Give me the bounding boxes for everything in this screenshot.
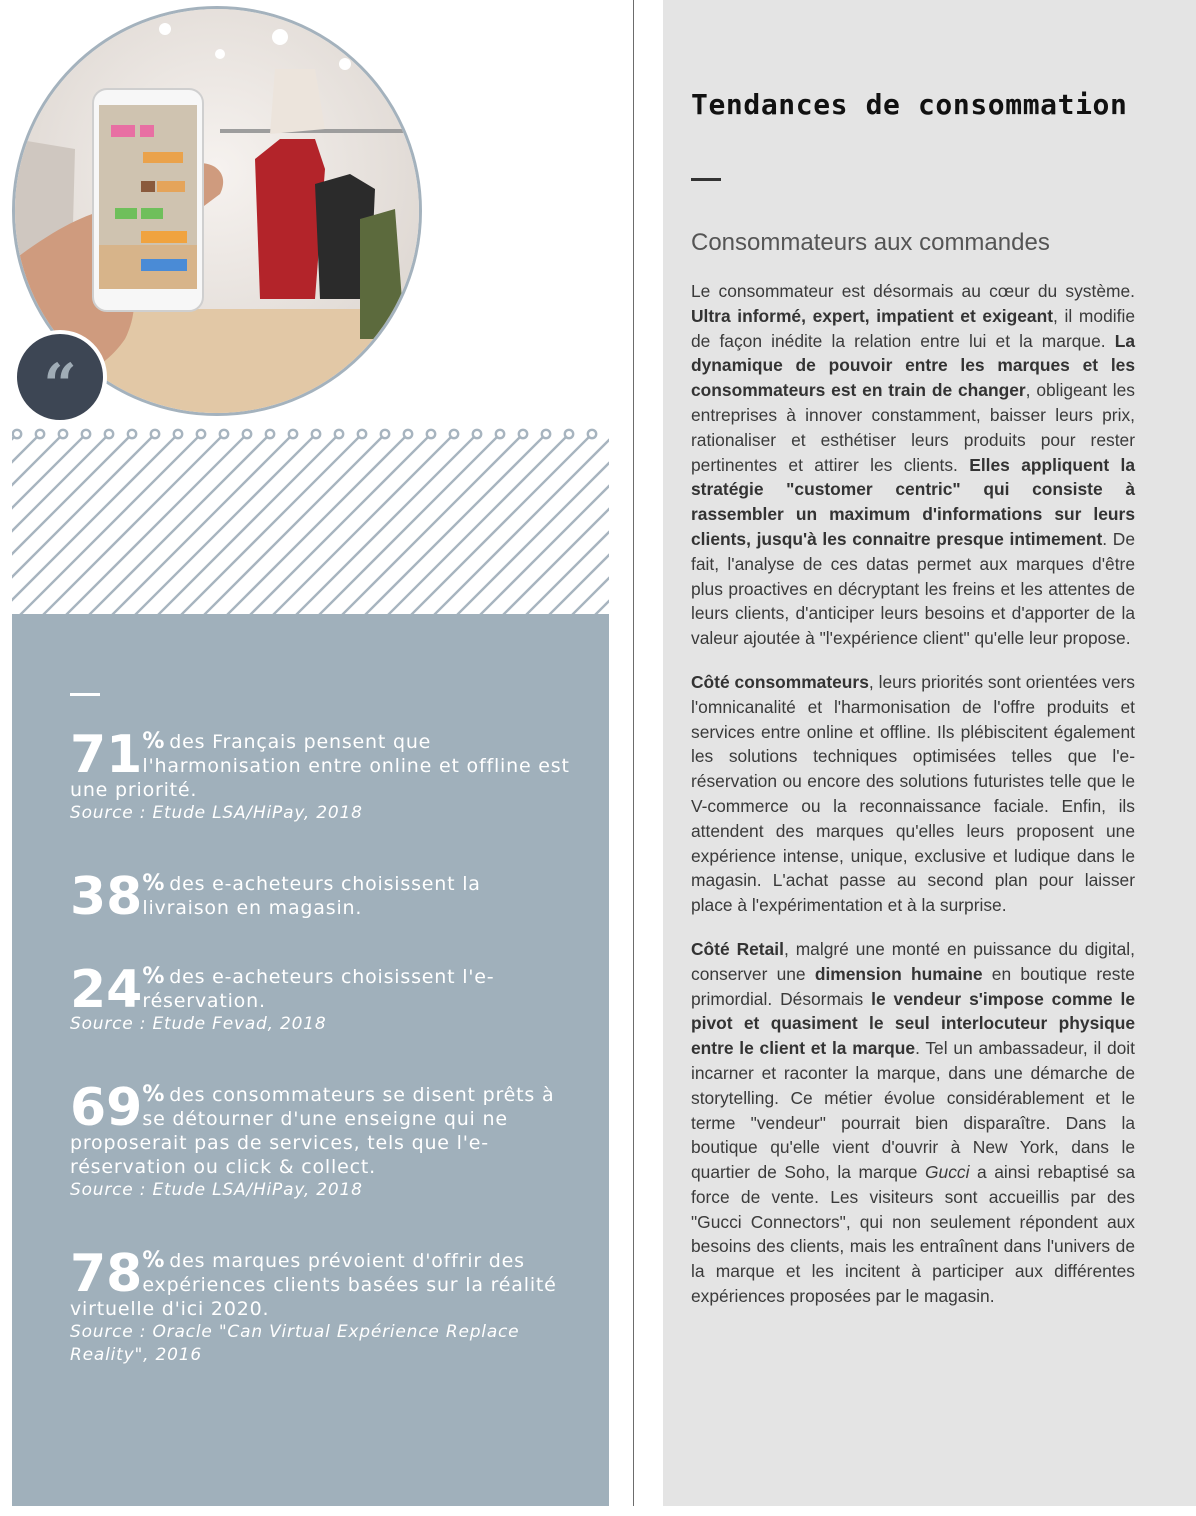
pin-head bbox=[565, 430, 573, 438]
article-body bbox=[691, 279, 1135, 1328]
ceiling-light bbox=[272, 29, 288, 45]
stat-number: 78 bbox=[70, 1244, 143, 1304]
pin-head bbox=[59, 430, 67, 438]
title-divider bbox=[691, 178, 721, 181]
stat-item bbox=[70, 725, 570, 825]
pin-head bbox=[151, 430, 159, 438]
quote-icon: “ bbox=[13, 330, 107, 424]
article-panel bbox=[663, 0, 1196, 1506]
stat-source: Source : Etude Fevad, 2018 bbox=[70, 1014, 327, 1034]
pin-head bbox=[473, 430, 481, 438]
stat-number: 24 bbox=[70, 960, 143, 1020]
paragraph: Côté Retail, malgré une monté en puissance du digital, conserver une dimension humaine en boutique reste primordial. Désormais le vendeur s'impose comme le pivot et quasiment le seul interlocuteur physique entre le client et la marque. Tel un ambassadeur, il doit incarner et raconter la marque, dans une démarche de storytelling. Ce métier évolue considérablement et le terme "vendeur" pourrait bien disparaître. Dans la boutique qu'elle vient d'ouvrir à New York, dans le quartier de Soho, la marque Gucci a ainsi rebaptisé sa force de vente. Les visiteurs sont accueillis par des "Gucci Connectors", qui non seulement répondent aux besoins des clients, mais les entraînent dans l'univers de la marque et les incitent à participer aux différentes expériences proposées par le magasin. bbox=[691, 938, 1135, 1307]
stat-text: des e-acheteurs choisissent la livraison en magasin. bbox=[142, 873, 481, 919]
stat-text: des consommateurs se disent prêts à se détourner d'une enseigne qui ne proposerait pas de services, tels que l'e-réservation ou click & collect. bbox=[70, 1084, 555, 1178]
clothing-rack bbox=[220, 129, 419, 133]
stat-percent: % bbox=[142, 729, 166, 754]
stat-text: des e-acheteurs choisissent l'e-réservation. bbox=[142, 966, 495, 1012]
pin-head bbox=[312, 430, 320, 438]
stat-item bbox=[70, 1244, 570, 1367]
pin-head bbox=[82, 430, 90, 438]
pin-head bbox=[105, 430, 113, 438]
paragraph: Le consommateur est désormais au cœur du système. Ultra informé, expert, impatient et exigeant, il modifie de façon inédite la relation entre lui et la marque. La dynamique de pouvoir entre les marques et les consommateurs est en train de changer, obligeant les entreprises à innover constamment, baisser leurs prix, rationaliser et esthétiser leurs produits pour rester pertinentes et attirer les clients. Elles appliquent la stratégie "customer centric" qui consiste à rassembler un maximum d'informations sur leurs clients, jusqu'à les connaitre presque intimement. De fait, l'analyse de ces datas permet aux marques d'être plus proactives en décryptant les freins et les attentes de leurs clients, d'anticiper leurs besoins et d'apporter de la valeur ajoutée à "l'expérience client" qu'elle leur propose. bbox=[691, 281, 1136, 649]
pin-head bbox=[289, 430, 297, 438]
ceiling-light bbox=[215, 49, 225, 59]
stat-number: 71 bbox=[70, 725, 143, 785]
stat-percent: % bbox=[142, 964, 166, 989]
stats-panel bbox=[12, 614, 609, 1506]
stat-text: des marques prévoient d'offrir des expériences clients basées sur la réalité virtuelle d'ici 2020. bbox=[70, 1250, 557, 1320]
red-garment bbox=[255, 139, 325, 299]
ceiling-light bbox=[339, 58, 351, 70]
pin-head bbox=[220, 430, 228, 438]
pin-head bbox=[197, 430, 205, 438]
stat-percent: % bbox=[142, 1082, 166, 1107]
stat-source: Source : Etude LSA/HiPay, 2018 bbox=[70, 1180, 363, 1200]
pin-head bbox=[427, 430, 435, 438]
ar-tag bbox=[140, 125, 154, 137]
pin-head bbox=[450, 430, 458, 438]
pin-head bbox=[174, 430, 182, 438]
pin-head bbox=[266, 430, 274, 438]
ar-tag bbox=[143, 152, 183, 163]
article-title: Tendances de consommation bbox=[691, 88, 1128, 121]
pin-head bbox=[358, 430, 366, 438]
ar-tag bbox=[141, 208, 163, 219]
stat-item bbox=[70, 1078, 570, 1202]
stats-divider bbox=[70, 693, 100, 696]
stat-number: 38 bbox=[70, 867, 143, 927]
paragraph: Côté consommateurs, leurs priorités sont orientées vers l'omnicanalité et l'harmonisation de l'offre produits et services entre online et offline. Ils plébiscitent également les solutions techniques optimisées telles que l'e-réservation ou encore des solutions futuristes telle que le V-commerce ou la reconnaissance faciale. Enfin, ils attendent des marques qu'elles leurs proposent une expérience intense, unique, exclusive et ludique dans le magasin. L'achat passe au second plan pour laisser place à l'expérimentation et à la surprise. bbox=[691, 671, 1135, 916]
ar-tag bbox=[141, 181, 155, 192]
pin-head bbox=[404, 430, 412, 438]
stat-source: Source : Etude LSA/HiPay, 2018 bbox=[70, 803, 363, 823]
ceiling-light bbox=[159, 23, 171, 35]
pin-head bbox=[128, 430, 136, 438]
stat-percent: % bbox=[142, 1248, 166, 1273]
stat-percent: % bbox=[142, 871, 166, 896]
article-subtitle: Consommateurs aux commandes bbox=[691, 229, 1050, 256]
pin-head bbox=[519, 430, 527, 438]
column-divider bbox=[633, 0, 634, 1506]
diagonal-hatch-decoration bbox=[12, 426, 609, 614]
pin-head bbox=[381, 430, 389, 438]
stat-item bbox=[70, 867, 570, 927]
ar-tag bbox=[115, 208, 137, 219]
stat-item bbox=[70, 960, 570, 1036]
ar-tag bbox=[141, 259, 187, 271]
pin-head bbox=[13, 430, 21, 438]
stat-number: 69 bbox=[70, 1078, 143, 1138]
pin-head bbox=[588, 430, 596, 438]
stat-text: des Français pensent que l'harmonisation entre online et offline est une priorité. bbox=[70, 731, 570, 801]
pin-head bbox=[36, 430, 44, 438]
pin-head bbox=[243, 430, 251, 438]
stat-source: Source : Oracle "Can Virtual Expérience Replace Reality", 2016 bbox=[70, 1322, 520, 1365]
pin-head bbox=[542, 430, 550, 438]
pin-head bbox=[496, 430, 504, 438]
ar-tag bbox=[141, 231, 187, 243]
ar-tag bbox=[111, 125, 135, 137]
ar-tag bbox=[157, 181, 185, 192]
pin-head bbox=[335, 430, 343, 438]
